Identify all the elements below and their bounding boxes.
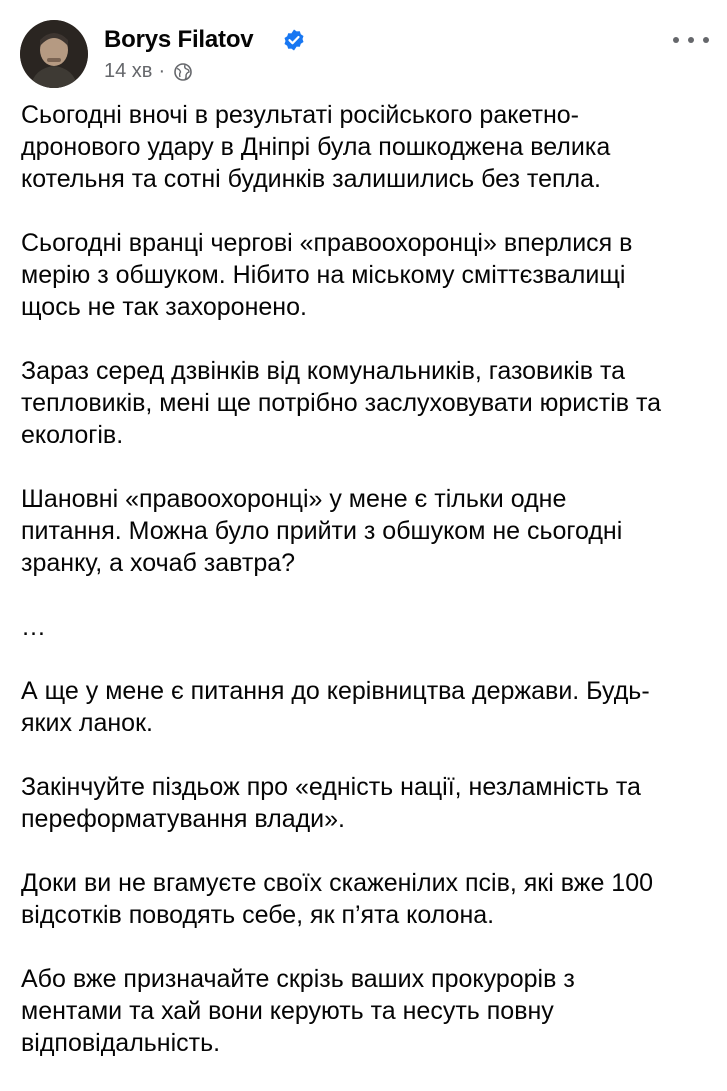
post-timestamp[interactable]: 14 хв	[104, 60, 153, 82]
more-dot	[673, 37, 679, 43]
post-paragraph: Доки ви не вгамуєте своїх скаженілих псів, які вже 100 відсотків поводять себе, як п’ята колона.	[21, 869, 654, 929]
author-avatar[interactable]	[20, 20, 88, 88]
post-meta	[104, 60, 193, 83]
globe-icon[interactable]	[173, 62, 193, 82]
avatar-photo	[20, 20, 88, 88]
post-paragraph: …	[21, 613, 46, 641]
post-paragraph: Сьогодні вранці чергові «правоохоронці» вперлися в мерію з обшуком. Нібито на міському сміттєзвалищі щось не так захоронено.	[21, 229, 633, 321]
more-options-icon[interactable]	[673, 30, 709, 50]
author-name[interactable]: Borys Filatov	[104, 26, 254, 53]
more-dot	[688, 37, 694, 43]
more-dot	[703, 37, 709, 43]
post-paragraph: Закінчуйте піздьож про «едність нації, незламність та переформатування влади».	[21, 773, 641, 833]
post-paragraph: Шановні «правоохоронці» у мене є тільки одне питання. Можна було прийти з обшуком не сьогодні зранку, а хочаб завтра?	[21, 485, 623, 577]
post-paragraph: А ще у мене є питання до керівництва держави. Будь- яких ланок.	[21, 677, 650, 737]
post-paragraph: Або вже призначайте скрізь ваших прокурорів з ментами та хай вони керують та несуть повну відповідальність.	[21, 965, 575, 1057]
post-paragraph: Сьогодні вночі в результаті російського ракетно- дронового удару в Дніпрі була пошкоджена велика котельня та сотні будинків залишились без тепла.	[21, 101, 611, 193]
post-paragraph: Зараз серед дзвінків від комунальників, газовиків та тепловиків, мені ще потрібно заслуховувати юристів та екологів.	[21, 357, 662, 449]
post-body	[21, 99, 711, 1091]
meta-separator: ·	[158, 60, 166, 82]
verified-badge-icon	[282, 28, 306, 52]
post-header	[20, 20, 713, 90]
